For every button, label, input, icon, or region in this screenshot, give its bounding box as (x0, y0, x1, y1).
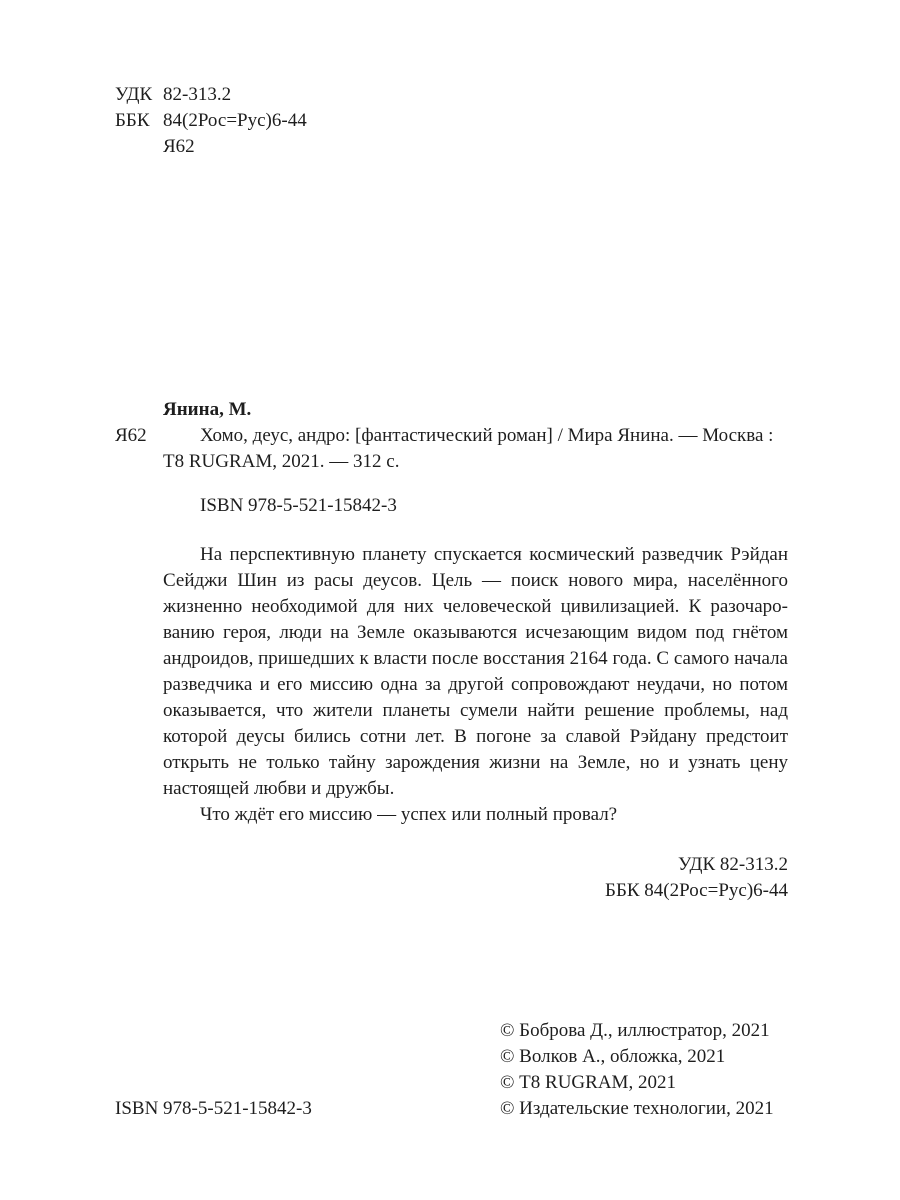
bbk-value: 84(2Рос=Рус)6-44 (163, 110, 307, 131)
annotation-paragraph (163, 542, 788, 828)
annotation-line: которой деусы бились сотни лет. В погоне за славой Рэйдану предстоит (163, 726, 788, 747)
annotation-line: оказывается, что жители планеты сумели найти решение проблемы, над (163, 700, 788, 721)
udk-row (115, 82, 415, 108)
annotation-line: разведчика и его миссию одна за другой сопровождают неудачи, но потом (163, 674, 788, 695)
bbk-right: ББК 84(2Рос=Рус)6-44 (605, 880, 788, 901)
annotation-line: жизненно необходимой для них человеческой цивилизацией. К разочаро- (163, 596, 788, 617)
bbk-row (115, 108, 415, 134)
annotation-line: настоящей любви и дружбы. (163, 778, 395, 799)
udk-value: 82-313.2 (163, 84, 232, 105)
catalog-author: Янина, М. (163, 399, 252, 420)
right-classification-codes (605, 852, 788, 904)
annotation-line: открыть не только тайну зарождения жизни на Земле, но и узнать цену (163, 752, 788, 773)
udk-right: УДК 82-313.2 (678, 854, 788, 875)
annotation-line: ванию героя, люди на Земле оказываются исчезающим видом под гнётом (163, 622, 788, 643)
copyright-line: © Издательские технологии, 2021 (500, 1098, 774, 1119)
copyright-line: © Т8 RUGRAM, 2021 (500, 1072, 676, 1093)
author-mark-row (115, 134, 415, 160)
bbk-label: ББК (115, 110, 150, 131)
catalog-author-mark: Я62 (115, 425, 147, 446)
copyright-block (500, 1018, 774, 1122)
annotation-line: На перспективную планету спускается космический разведчик Рэйдан (200, 544, 788, 565)
classification-codes-block (115, 82, 415, 160)
author-mark: Я62 (163, 136, 195, 157)
udk-label: УДК (115, 84, 153, 105)
copyright-line: © Волков А., обложка, 2021 (500, 1046, 726, 1067)
annotation-line: Сейджи Шин из расы деусов. Цель — поиск нового мира, населённого (163, 570, 788, 591)
footer-isbn: ISBN 978-5-521-15842-3 (115, 1098, 312, 1119)
copyright-line: © Боброва Д., иллюстратор, 2021 (500, 1020, 770, 1041)
catalog-title-line: Хомо, деус, андро: [фантастический роман] / Мира Янина. — Москва : (200, 425, 774, 446)
annotation-line: андроидов, пришедших к власти после восстания 2164 года. С самого начала (163, 648, 788, 669)
catalog-publisher-line: Т8 RUGRAM, 2021. — 312 с. (163, 451, 400, 472)
annotation-question: Что ждёт его миссию — успех или полный провал? (200, 804, 618, 825)
catalog-isbn: ISBN 978-5-521-15842-3 (200, 495, 397, 516)
